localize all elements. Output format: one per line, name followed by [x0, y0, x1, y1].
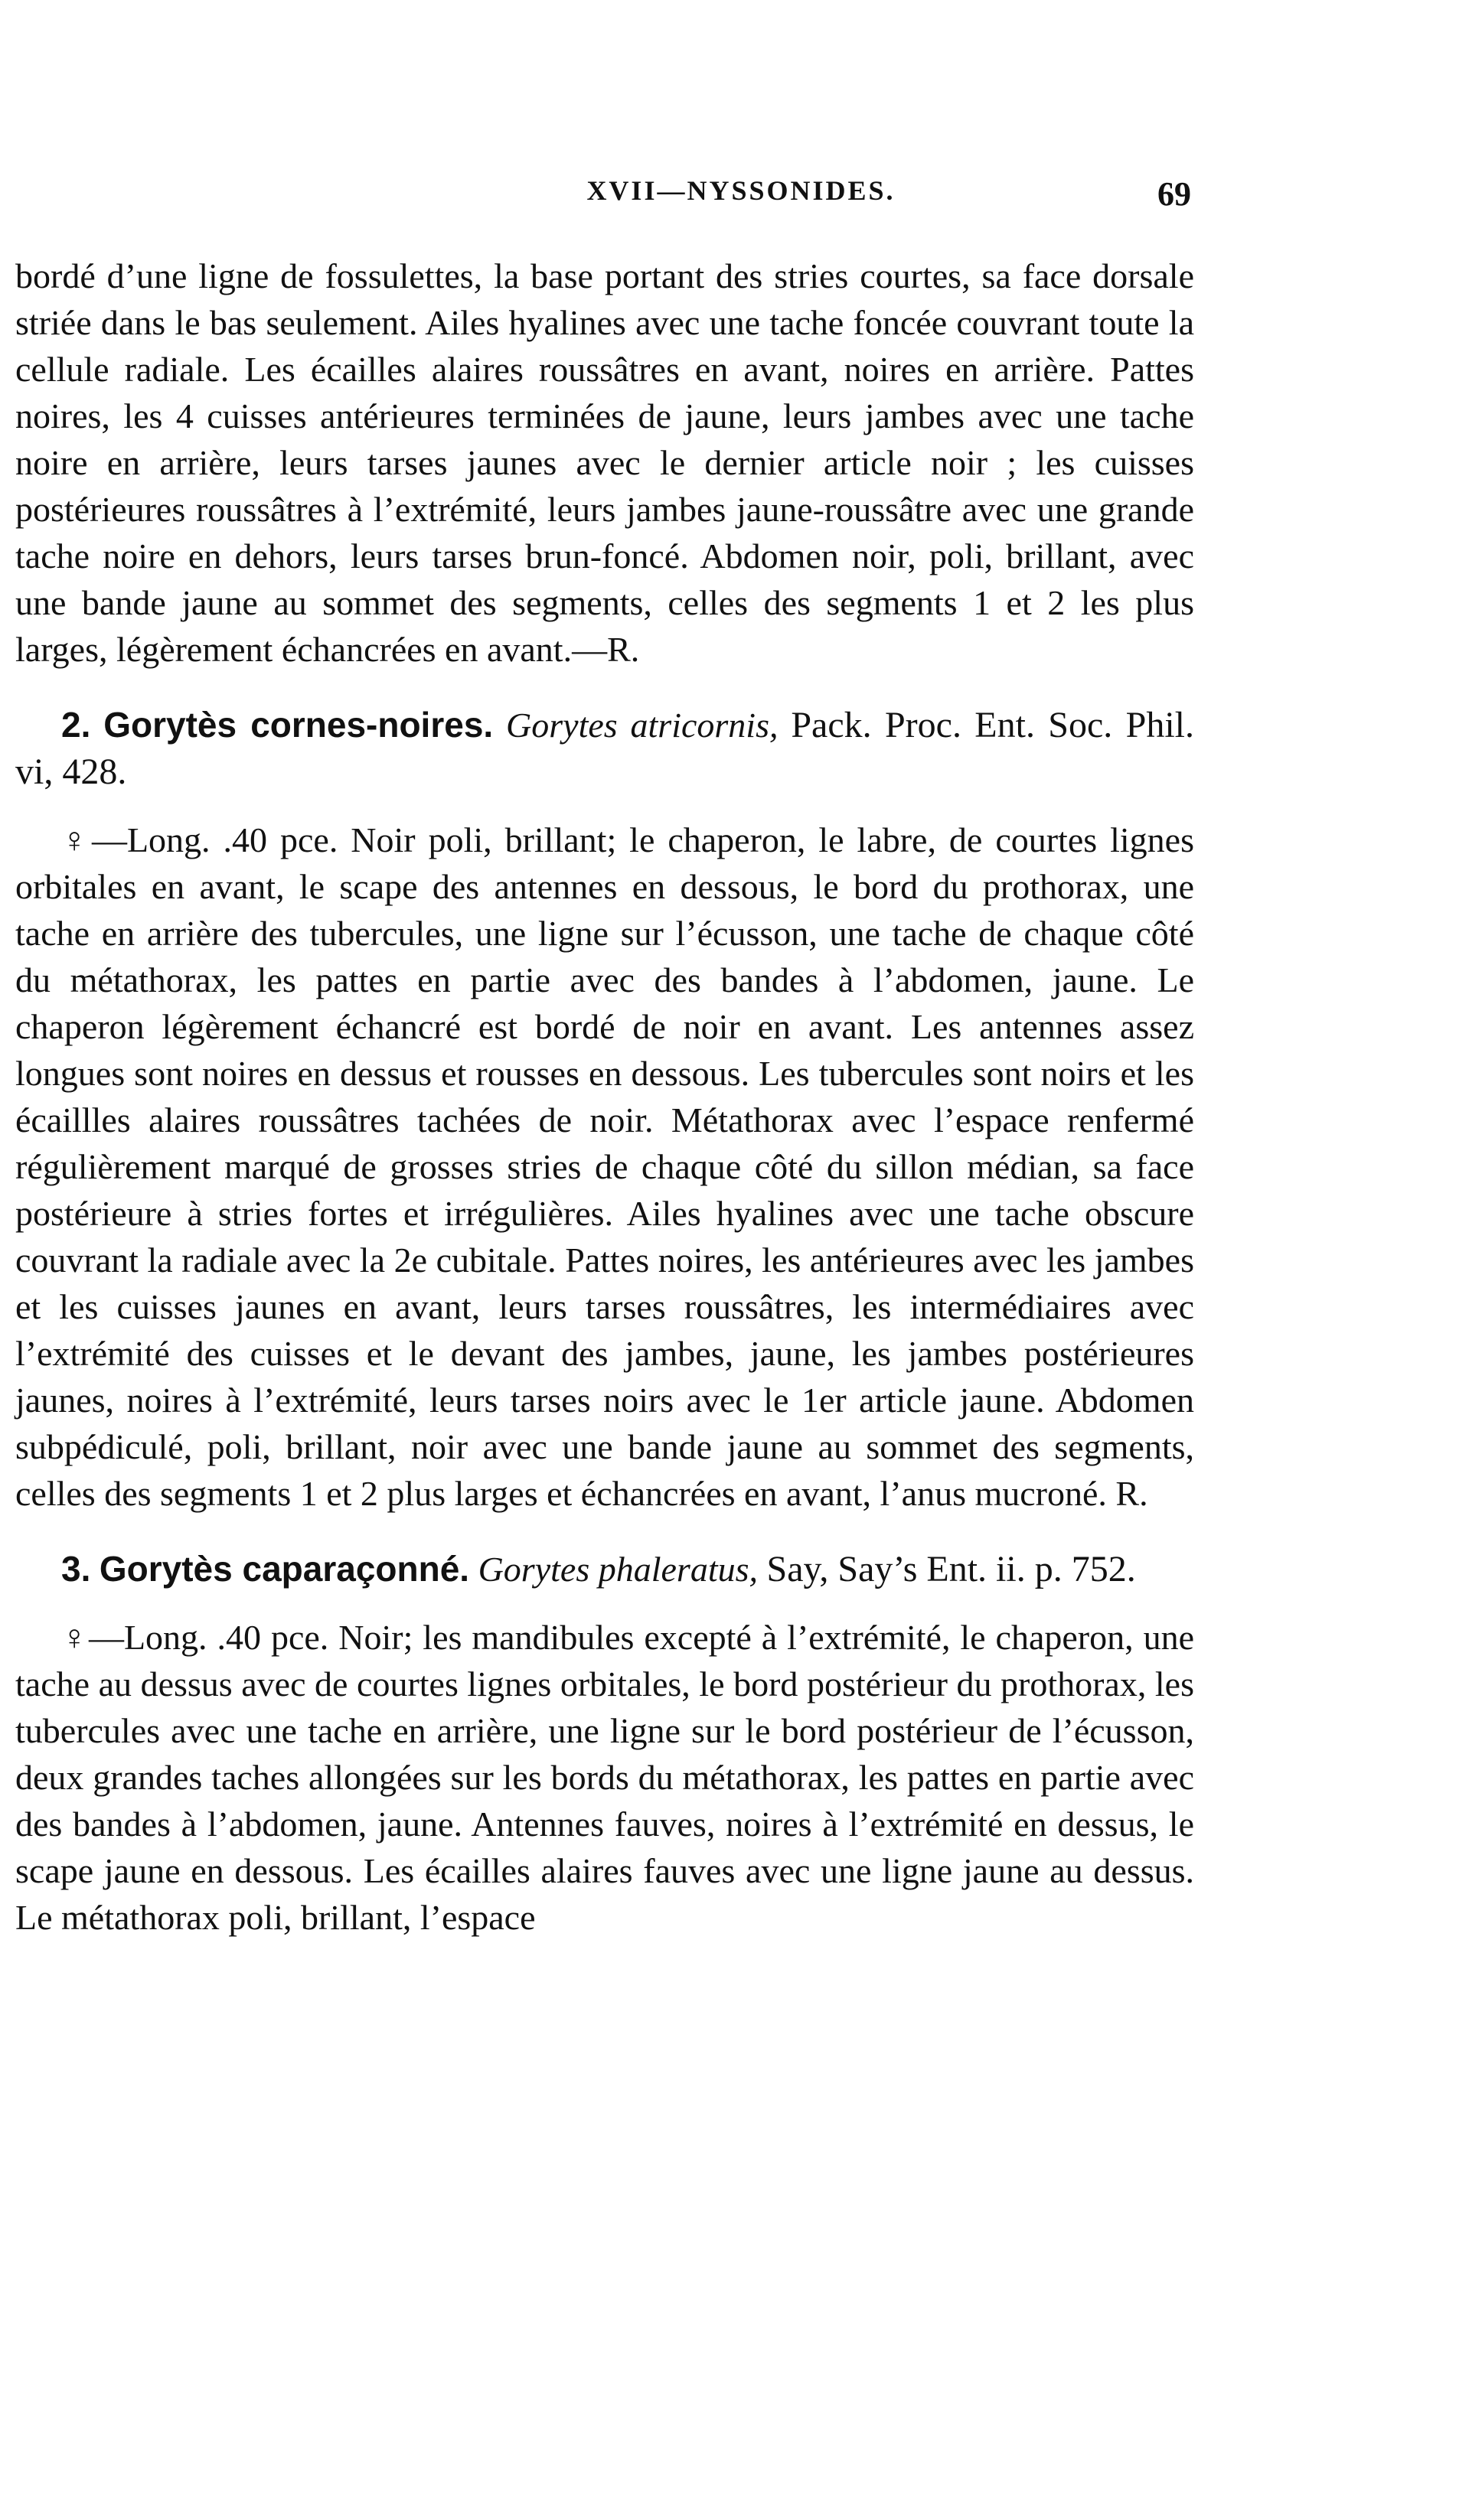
species-latin-name: Gorytes phaleratus,	[478, 1550, 758, 1589]
species-description: ♀—Long. .40 pce. Noir; les mandibules excepté à l’extrémité, le chaperon, une tache au dessus avec de courtes lignes orbitales, le bord postérieur du prothorax, les tubercules avec une tache en arrière, une ligne sur le bord postérieur de l’écusson, deux grandes taches allongées sur les bords du métathorax, les pattes en partie avec des bandes à l’abdomen, jaune. Antennes fauves, noires à l’extrémité en dessus, le scape jaune en dessous. Les écailles alaires fauves avec une ligne jaune au dessus. Le métathorax poli, brillant, l’espace	[15, 1618, 1194, 1937]
species-number: 2.	[61, 705, 91, 745]
species-number: 3.	[61, 1549, 91, 1589]
species-description: ♀—Long. .40 pce. Noir poli, brillant; le chaperon, le labre, de courtes lignes orbitales en avant, le scape des antennes en dessous, le bord du prothorax, une tache en arrière des tubercules, une ligne sur l’écusson, une tache de chaque côté du métathorax, les pattes en partie avec des bandes à l’abdomen, jaune. Le chaperon légèrement échancré est bordé de noir en avant. Les antennes assez longues sont noires en dessus et rousses en dessous. Les tubercules sont noirs et les écaillles alaires roussâtres tachées de noir. Métathorax avec l’espace renfermé régulièrement marqué de grosses stries de chaque côté du sillon médian, sa face postérieure à stries fortes et irrégulières. Ailes hyalines avec une tache obscure couvrant la radiale avec la 2e cubitale. Pattes noires, les antérieures avec les jambes et les cuisses jaunes en avant, leurs tarses roussâtres, les intermédiaires avec l’extrémité des cuisses et le devant des jambes, jaune, les jambes postérieures jaunes, noires à l’extrémité, leurs tarses noirs avec le 1er article jaune. Abdomen subpédiculé, poli, brillant, noir avec une bande jaune au sommet des segments, celles des segments 1 et 2 plus larges et échancrées en avant, l’anus mucroné. R.	[15, 820, 1194, 1513]
continuation-paragraph: bordé d’une ligne de fossulettes, la base portant des stries courtes, sa face dorsale striée dans le bas seulement. Ailes hyalines avec une tache foncée couvrant toute la cellule radiale. Les écailles alaires roussâtres en avant, noires en arrière. Pattes noires, les 4 cuisses antérieures terminées de jaune, leurs jambes avec une tache noire en arrière, leurs tarses jaunes avec le dernier article noir ; les cuisses postérieures roussâtres à l’extrémité, leurs jambes jaune-roussâtre avec une grande tache noire en dehors, leurs tarses brun-foncé. Abdomen noir, poli, brillant, avec une bande jaune au sommet des segments, celles des segments 1 et 2 les plus larges, légèrement échancrées en avant.—R.	[15, 256, 1194, 669]
species-reference: Say, Say’s Ent. ii. p. 752.	[766, 1549, 1136, 1589]
species-heading	[15, 1546, 1194, 1593]
species-reference: Pack. Proc. Ent. Soc. Phil. vi, 428.	[15, 705, 1195, 792]
species-heading	[15, 702, 1194, 795]
body-text	[15, 253, 1194, 1941]
page-header	[0, 174, 1482, 220]
page-number: 69	[1157, 175, 1191, 213]
species-french-name: Gorytès cornes-noires.	[103, 705, 494, 745]
running-head: XVII—NYSSONIDES.	[586, 175, 896, 206]
species-latin-name: Gorytes atricornis,	[506, 706, 779, 745]
species-french-name: Gorytès caparaçonné.	[99, 1549, 470, 1589]
